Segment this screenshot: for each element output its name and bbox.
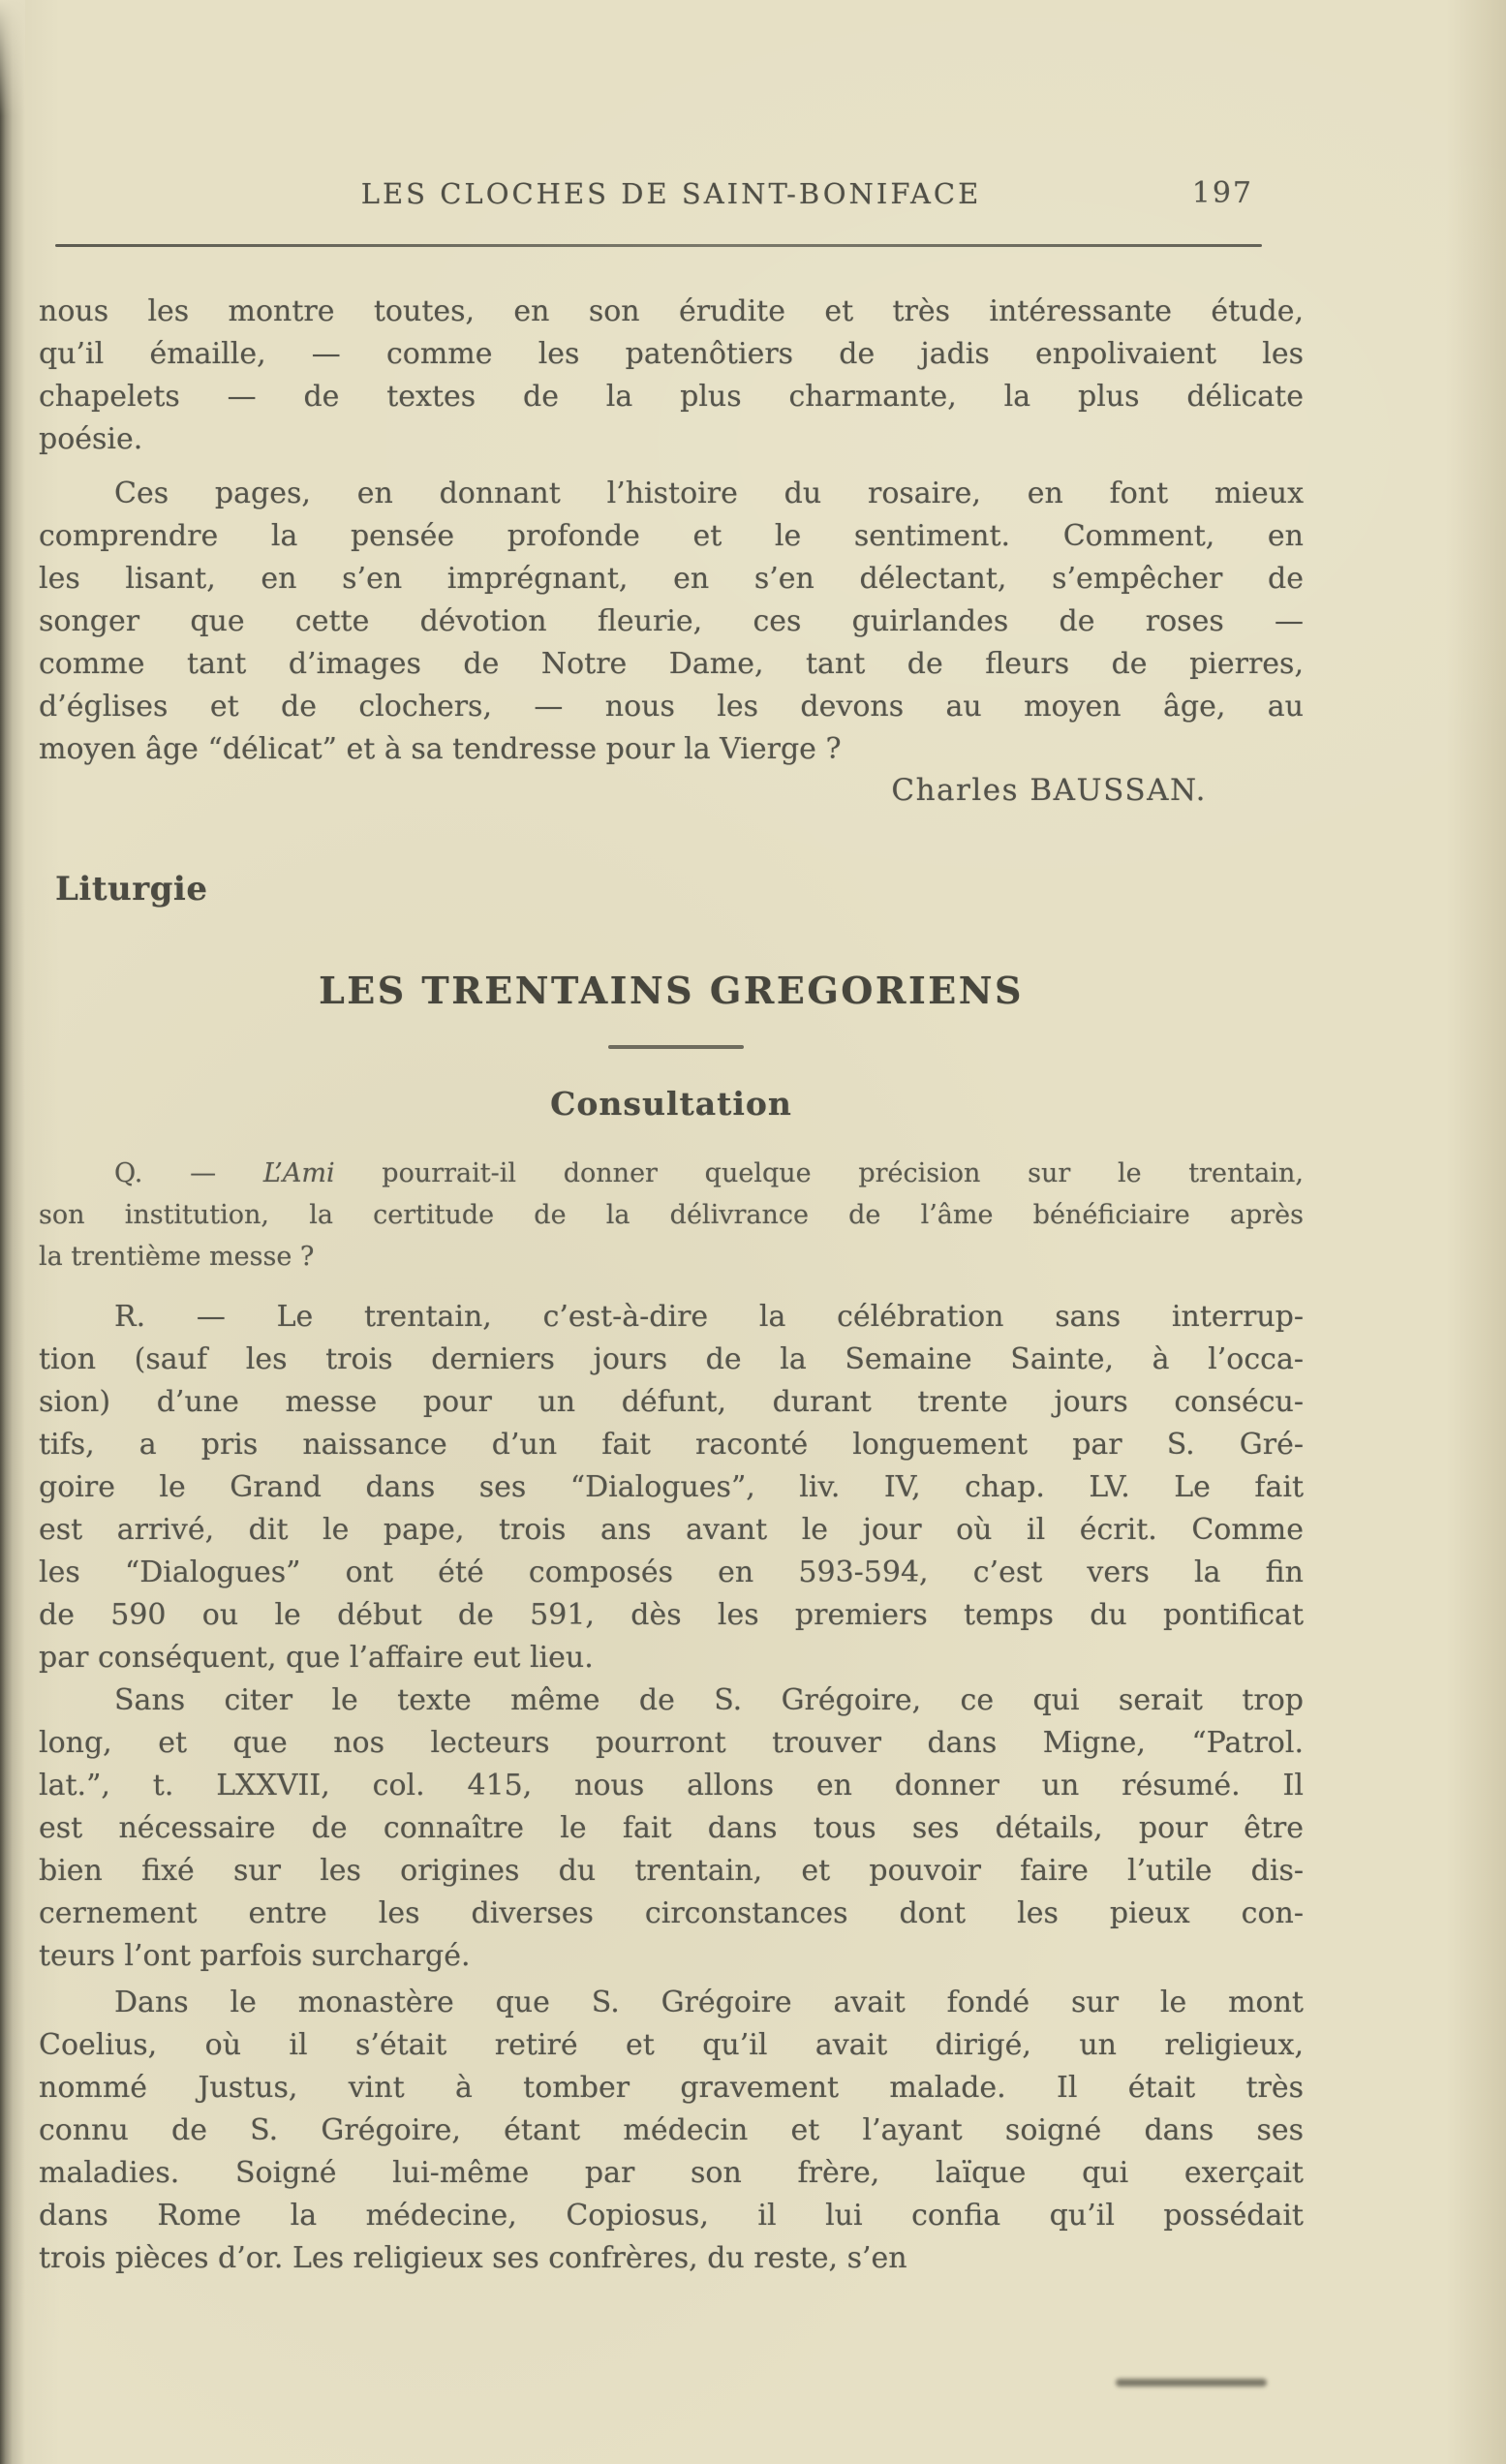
text-line: nommé Justus, vint à tomber gravement malade. Il était très [39,2071,1304,2105]
text-line: moyen âge “délicat” et à sa tendresse pour la Vierge ? [39,732,842,766]
text-line: sion) d’une messe pour un défunt, durant trente jours consécu- [39,1385,1304,1419]
page-gutter-fade [0,0,25,116]
text-line: est arrivé, dit le pape, trois ans avant le jour où il écrit. Comme [39,1513,1304,1547]
text-line: est nécessaire de connaître le fait dans tous ses détails, pour être [39,1811,1304,1845]
text-line: comme tant d’images de Notre Dame, tant de fleurs de pierres, [39,647,1304,681]
text-line: songer que cette dévotion fleurie, ces guirlandes de roses — [39,604,1304,638]
article-subtitle: Consultation [550,1085,792,1123]
section-kicker: Liturgie [55,870,208,909]
text-line: R. — Le trentain, c’est-à-dire la célébration sans interrup- [114,1300,1304,1334]
text-line: les lisant, en s’en imprégnant, en s’en délectant, s’empêcher de [39,562,1304,596]
text-line: lat.”, t. LXXVII, col. 415, nous allons en donner un résumé. Il [39,1769,1304,1802]
text-line: tifs, a pris naissance d’un fait raconté longuement par S. Gré- [39,1428,1304,1462]
page-number: 197 [1191,176,1253,210]
text-line: comprendre la pensée profonde et le sentiment. Comment, en [39,519,1304,553]
text-line: Coelius, où il s’était retiré et qu’il avait dirigé, un religieux, [39,2028,1304,2062]
question-paragraph [39,1153,1304,1278]
text-line: par conséquent, que l’affaire eut lieu. [39,1641,594,1675]
text-line: Sans citer le texte même de S. Grégoire, ce qui serait trop [114,1683,1304,1717]
text-line: la trentième messe ? [39,1242,315,1272]
text-line: long, et que nos lecteurs pourront trouver dans Migne, “Patrol. [39,1726,1304,1760]
text-line: connu de S. Grégoire, étant médecin et l’ayant soigné dans ses [39,2113,1304,2147]
header-rule [55,244,1262,247]
text-line: chapelets — de textes de la plus charmante, la plus délicate [39,380,1304,414]
paragraph-continuation [39,291,1304,461]
author-signature [39,769,1304,812]
running-title: LES CLOCHES DE SAINT-BONIFACE [360,177,982,210]
text-line: les “Dialogues” ont été composés en 593-594, c’est vers la fin [39,1555,1304,1589]
author-name: Charles BAUSSAN. [891,773,1207,808]
text-line: tion (sauf les trois derniers jours de la Semaine Sainte, à l’occa- [39,1342,1304,1376]
text-line: cernement entre les diverses circonstances dont les pieux con- [39,1896,1304,1930]
text-line: de 590 ou le début de 591, dès les premiers temps du pontificat [39,1598,1304,1632]
text-line: teurs l’ont parfois surchargé. [39,1939,471,1973]
text-line: bien fixé sur les origines du trentain, et pouvoir faire l’utile dis- [39,1854,1304,1888]
text-line: Dans le monastère que S. Grégoire avait fondé sur le mont [114,1986,1304,2019]
text-line: poésie. [39,422,143,456]
text-line: dans Rome la médecine, Copiosus, il lui confia qu’il possédait [39,2199,1304,2233]
title-rule [608,1045,744,1049]
paragraph [39,1982,1304,2280]
text-line: son institution, la certitude de la délivrance de l’âme bénéficiaire après [39,1200,1304,1230]
article-title: LES TRENTAINS GREGORIENS [319,969,1024,1012]
paragraph [39,473,1304,771]
scan-smudge [1116,2379,1267,2387]
page-gutter-shadow [0,0,25,2464]
text-line: Q. — L’Ami pourrait-il donner quelque précision sur le trentain, [114,1158,1304,1188]
text-line: nous les montre toutes, en son érudite et très intéressante étude, [39,294,1304,328]
text-line: maladies. Soigné lui-même par son frère, laïque qui exerçait [39,2156,1304,2190]
text-line: trois pièces d’or. Les religieux ses confrères, du reste, s’en [39,2241,907,2275]
text-line: d’églises et de clochers, — nous les devons au moyen âge, au [39,690,1304,724]
text-line: qu’il émaille, — comme les patenôtiers de jadis enpolivaient les [39,337,1304,371]
text-line: Ces pages, en donnant l’histoire du rosaire, en font mieux [114,477,1304,510]
running-head [39,172,1304,215]
text-line: goire le Grand dans ses “Dialogues”, liv. IV, chap. LV. Le fait [39,1470,1304,1504]
paragraph [39,1679,1304,1978]
answer-paragraph [39,1296,1304,1679]
